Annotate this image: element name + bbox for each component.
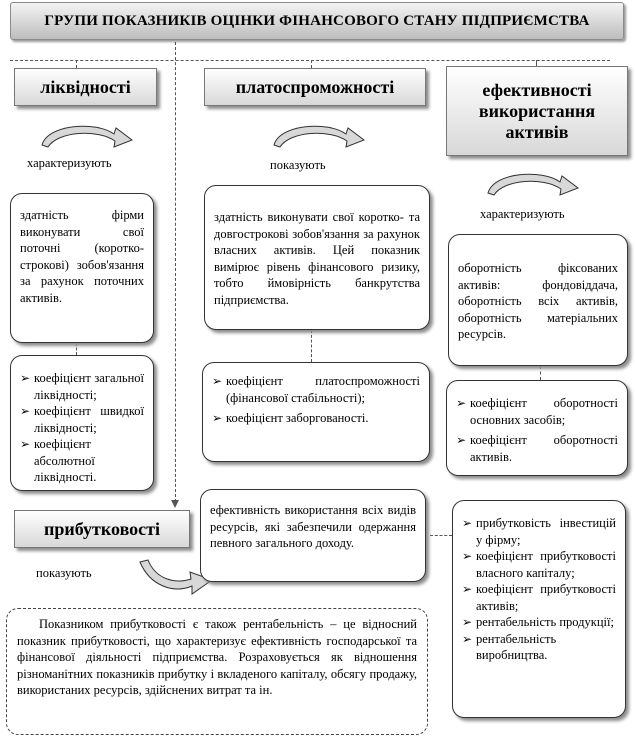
list-item: ➢ прибутковість інвестицій у фірму;: [462, 516, 616, 547]
list-item: ➢ коефіцієнт оборотності активів.: [456, 433, 618, 464]
arrowhead-bullet-icon: ➢: [212, 411, 223, 425]
description-liquidity-text: здатність фірми виконувати свої поточні (коротко-строкові) зобов'язання за рахунок поточних активів.: [20, 208, 144, 305]
list-item: ➢ коефіцієнт прибутковості активів;: [462, 582, 616, 613]
label-profitability-verb: показують: [36, 566, 92, 580]
curved-arrow-icon: [36, 120, 136, 150]
label-liquidity-verb: характеризують: [27, 156, 112, 170]
arrowhead-bullet-icon: ➢: [462, 516, 473, 530]
list-item: ➢ коефіцієнт загальної ліквідності;: [20, 371, 144, 402]
group-header-efficiency: ефективності використання активів: [446, 66, 628, 156]
list-item: ➢ коефіцієнт платоспроможності (фінансової стабільності);: [212, 374, 420, 405]
arrowhead-bullet-icon: ➢: [462, 582, 473, 596]
list-item: ➢ рентабельність продукції;: [462, 615, 614, 629]
description-efficiency: [448, 234, 628, 366]
description-liquidity: [10, 193, 154, 343]
curved-arrow-icon: [482, 168, 582, 198]
list-item: ➢ коефіцієнт заборгованості.: [212, 411, 369, 425]
description-profitability-text: ефективність використання всіх видів ресурсів, які забезпечили одержання певного загального доходу.: [210, 503, 416, 550]
arrowhead-bullet-icon: ➢: [462, 631, 473, 646]
diagram-title: ГРУПИ ПОКАЗНИКІВ ОЦІНКИ ФІНАНСОВОГО СТАНУ ПІДПРИЄМСТВА: [10, 2, 624, 40]
group-header-profitability: прибутковості: [14, 510, 190, 548]
arrowhead-bullet-icon: ➢: [456, 433, 467, 447]
description-efficiency-text: оборотність фіксованих активів: фондовіддача, оборотність всіх активів, оборотність матеріальних ресурсів.: [458, 261, 618, 341]
arrowhead-bullet-icon: ➢: [456, 396, 467, 410]
arrowhead-bullet-icon: ➢: [462, 615, 473, 629]
group-header-solvency: платоспроможності: [204, 68, 426, 106]
indicators-solvency: [202, 362, 430, 462]
description-solvency-text: здатність виконувати свої коротко- та довгострокові зобов'язання за рахунок власних активів. Цей показник вимірює рівень фінансового ризику, тобто ймовірність банкрутства підприємства.: [214, 210, 420, 307]
indicators-profitability: [452, 500, 626, 718]
description-profitability: [200, 489, 426, 582]
curved-arrow-icon: [268, 120, 368, 150]
list-item: ➢ коефіцієнт прибутковості власного капіталу;: [462, 549, 616, 580]
arrowhead-bullet-icon: ➢: [20, 437, 31, 451]
list-item: ➢ коефіцієнт оборотності основних засобів;: [456, 396, 618, 427]
summary-note: Показником прибутковості є також рентабельність – це відносний показник прибутковості, що характеризує ефективність господарської та фінансової діяльності підприємства. Розраховується як відношення різноманітних показників прибутку і вкладеного капіталу, обсягу продажу, використаних ресурсів, здійснених витрат та ін.: [6, 608, 428, 735]
arrowhead-bullet-icon: ➢: [212, 374, 223, 388]
list-item: ➢ коефіцієнт абсолютної ліквідності.: [20, 437, 97, 484]
indicators-liquidity: [10, 355, 154, 491]
group-header-liquidity: ліквідності: [14, 68, 157, 106]
arrowhead-bullet-icon: ➢: [462, 549, 473, 563]
description-solvency: [204, 185, 430, 330]
indicators-efficiency: [446, 380, 628, 476]
label-solvency-verb: показують: [270, 158, 326, 172]
list-item: ➢ коефіцієнт швидкої ліквідності;: [20, 404, 144, 435]
list-item: ➢ рентабельність виробництва.: [462, 631, 557, 662]
arrowhead-bullet-icon: ➢: [20, 404, 31, 418]
arrowhead-bullet-icon: ➢: [20, 371, 31, 385]
label-efficiency-verb: характеризують: [480, 207, 565, 221]
